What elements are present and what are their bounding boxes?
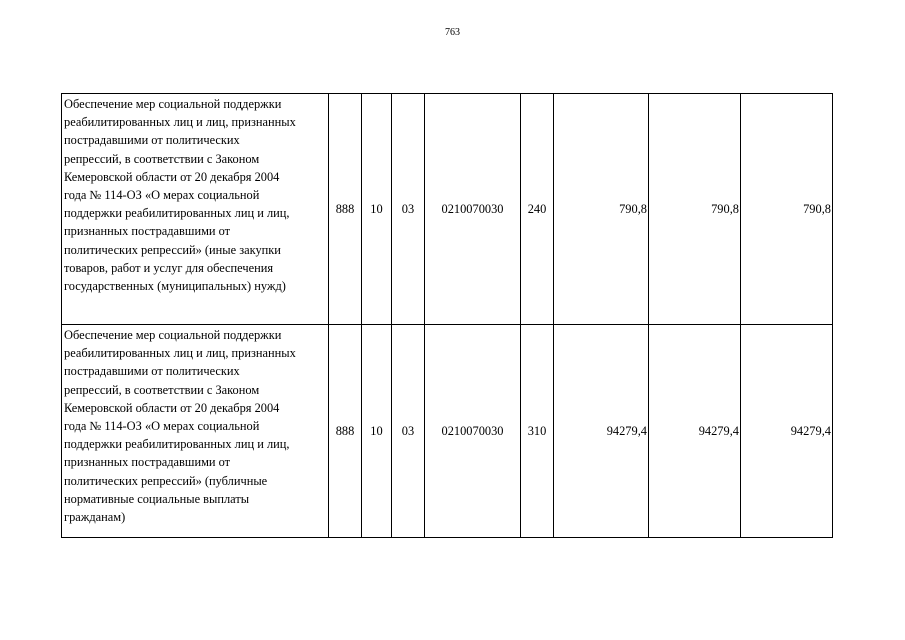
description-line: реабилитированных лиц и лиц, признанных bbox=[64, 346, 296, 361]
description-line: репрессий, в соответствии с Законом bbox=[64, 151, 260, 166]
description-line: Кемеровской области от 20 декабря 2004 bbox=[64, 400, 280, 415]
amount-cell: 94279,4 bbox=[649, 325, 741, 538]
description-line: Обеспечение мер социальной поддержки bbox=[64, 97, 282, 111]
description-line: Обеспечение мер социальной поддержки bbox=[64, 328, 282, 342]
description-line: товаров, работ и услуг для обеспечения bbox=[64, 260, 274, 275]
description-line: поддержки реабилитированных лиц и лиц, bbox=[64, 206, 290, 221]
description-line: года № 114-ОЗ «О мерах социальной bbox=[64, 419, 260, 434]
amount-cell: 790,8 bbox=[554, 94, 649, 325]
description-line: государственных (муниципальных) нужд) bbox=[64, 279, 286, 294]
description-line: признанных пострадавшими от bbox=[64, 224, 231, 239]
description-line: нормативные социальные выплаты bbox=[64, 491, 250, 506]
ministry-code-cell: 888 bbox=[329, 325, 362, 538]
target-article-cell: 0210070030 bbox=[425, 325, 521, 538]
budget-table bbox=[61, 93, 833, 538]
section-cell: 10 bbox=[362, 94, 392, 325]
description-line: года № 114-ОЗ «О мерах социальной bbox=[64, 188, 260, 203]
description-line: реабилитированных лиц и лиц, признанных bbox=[64, 115, 296, 130]
section-cell: 10 bbox=[362, 325, 392, 538]
description-line: Кемеровской области от 20 декабря 2004 bbox=[64, 169, 280, 184]
subsection-cell: 03 bbox=[392, 325, 425, 538]
description-line: репрессий, в соответствии с Законом bbox=[64, 382, 260, 397]
target-article-cell: 0210070030 bbox=[425, 94, 521, 325]
description-cell bbox=[62, 325, 329, 538]
amount-cell: 790,8 bbox=[649, 94, 741, 325]
description-line: признанных пострадавшими от bbox=[64, 455, 231, 470]
subsection-cell: 03 bbox=[392, 94, 425, 325]
amount-cell: 94279,4 bbox=[741, 325, 833, 538]
table-row bbox=[62, 325, 833, 538]
description-line: гражданам) bbox=[64, 510, 126, 525]
amount-cell: 790,8 bbox=[741, 94, 833, 325]
description-line: пострадавшими от политических bbox=[64, 133, 240, 148]
expense-type-cell: 310 bbox=[521, 325, 554, 538]
description-line: политических репрессий» (иные закупки bbox=[64, 242, 281, 257]
description-line: пострадавшими от политических bbox=[64, 364, 240, 379]
description-cell bbox=[62, 94, 329, 325]
page-number: 763 bbox=[445, 27, 460, 38]
expense-type-cell: 240 bbox=[521, 94, 554, 325]
ministry-code-cell: 888 bbox=[329, 94, 362, 325]
description-line: поддержки реабилитированных лиц и лиц, bbox=[64, 437, 290, 452]
amount-cell: 94279,4 bbox=[554, 325, 649, 538]
description-line: политических репрессий» (публичные bbox=[64, 473, 268, 488]
table-row bbox=[62, 94, 833, 325]
